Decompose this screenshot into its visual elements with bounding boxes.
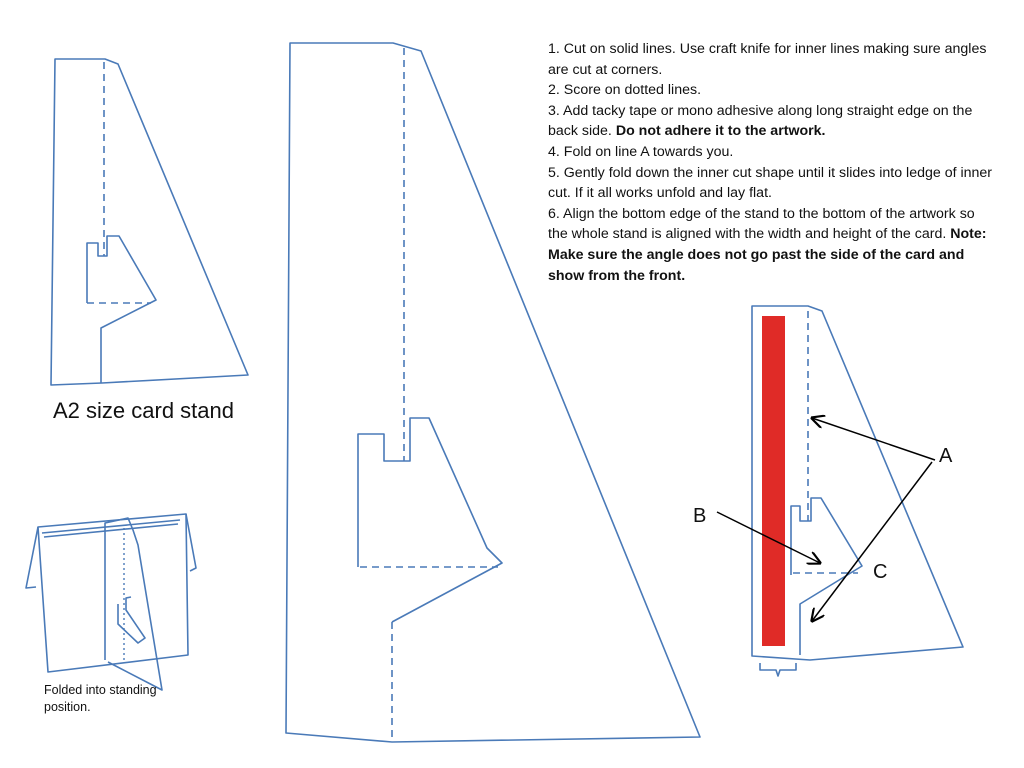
- side-view-bracket: [760, 663, 796, 676]
- folded-card-right-edge: [186, 514, 196, 571]
- instruction-step-5: 5. Gently fold down the inner cut shape until it slides into ledge of inner cut. If it all works unfold and lay flat.: [548, 164, 993, 202]
- instruction-step-3: 3. Add tacky tape or mono adhesive along long straight edge on the back side. Do not adhere it to the artwork.: [548, 102, 973, 140]
- small-stand-template: [51, 59, 248, 385]
- instruction-step-4: 4. Fold on line A towards you.: [548, 143, 734, 160]
- large-stand-inner-cut: [358, 418, 502, 622]
- folded-stand-illustration: [26, 514, 196, 690]
- small-stand-outline: [51, 59, 248, 385]
- small-stand-inner-cut: [87, 236, 156, 383]
- folded-caption: Folded into standing position.: [44, 683, 157, 714]
- folded-card-back: [38, 514, 188, 672]
- small-stand-title: A2 size card stand: [53, 398, 234, 423]
- arrow-a-upper: [812, 418, 935, 460]
- folded-stand-leg: [105, 518, 162, 690]
- label-a: A: [939, 445, 953, 467]
- folded-card-left-edge: [26, 527, 38, 588]
- instruction-step-1: 1. Cut on solid lines. Use craft knife for inner lines making sure angles are cut at corners.: [548, 41, 987, 78]
- label-b: B: [693, 505, 707, 527]
- label-c: C: [873, 561, 888, 583]
- folded-card-inner: [42, 520, 180, 537]
- side-view-inner-cut: [791, 498, 862, 655]
- instruction-step-2: 2. Score on dotted lines.: [548, 82, 702, 99]
- instruction-step-6: 6. Align the bottom edge of the stand to the bottom of the artwork so the whole stand is aligned with the width and height of the card. Note: Make sure the angle does not go past the side of the card and show from the front.: [548, 205, 987, 284]
- side-view-template: [752, 306, 963, 676]
- folded-stand-ledge: [118, 597, 145, 643]
- adhesive-strip: [762, 316, 785, 646]
- arrow-a-lower: [812, 462, 932, 621]
- instructions-list: [548, 39, 998, 286]
